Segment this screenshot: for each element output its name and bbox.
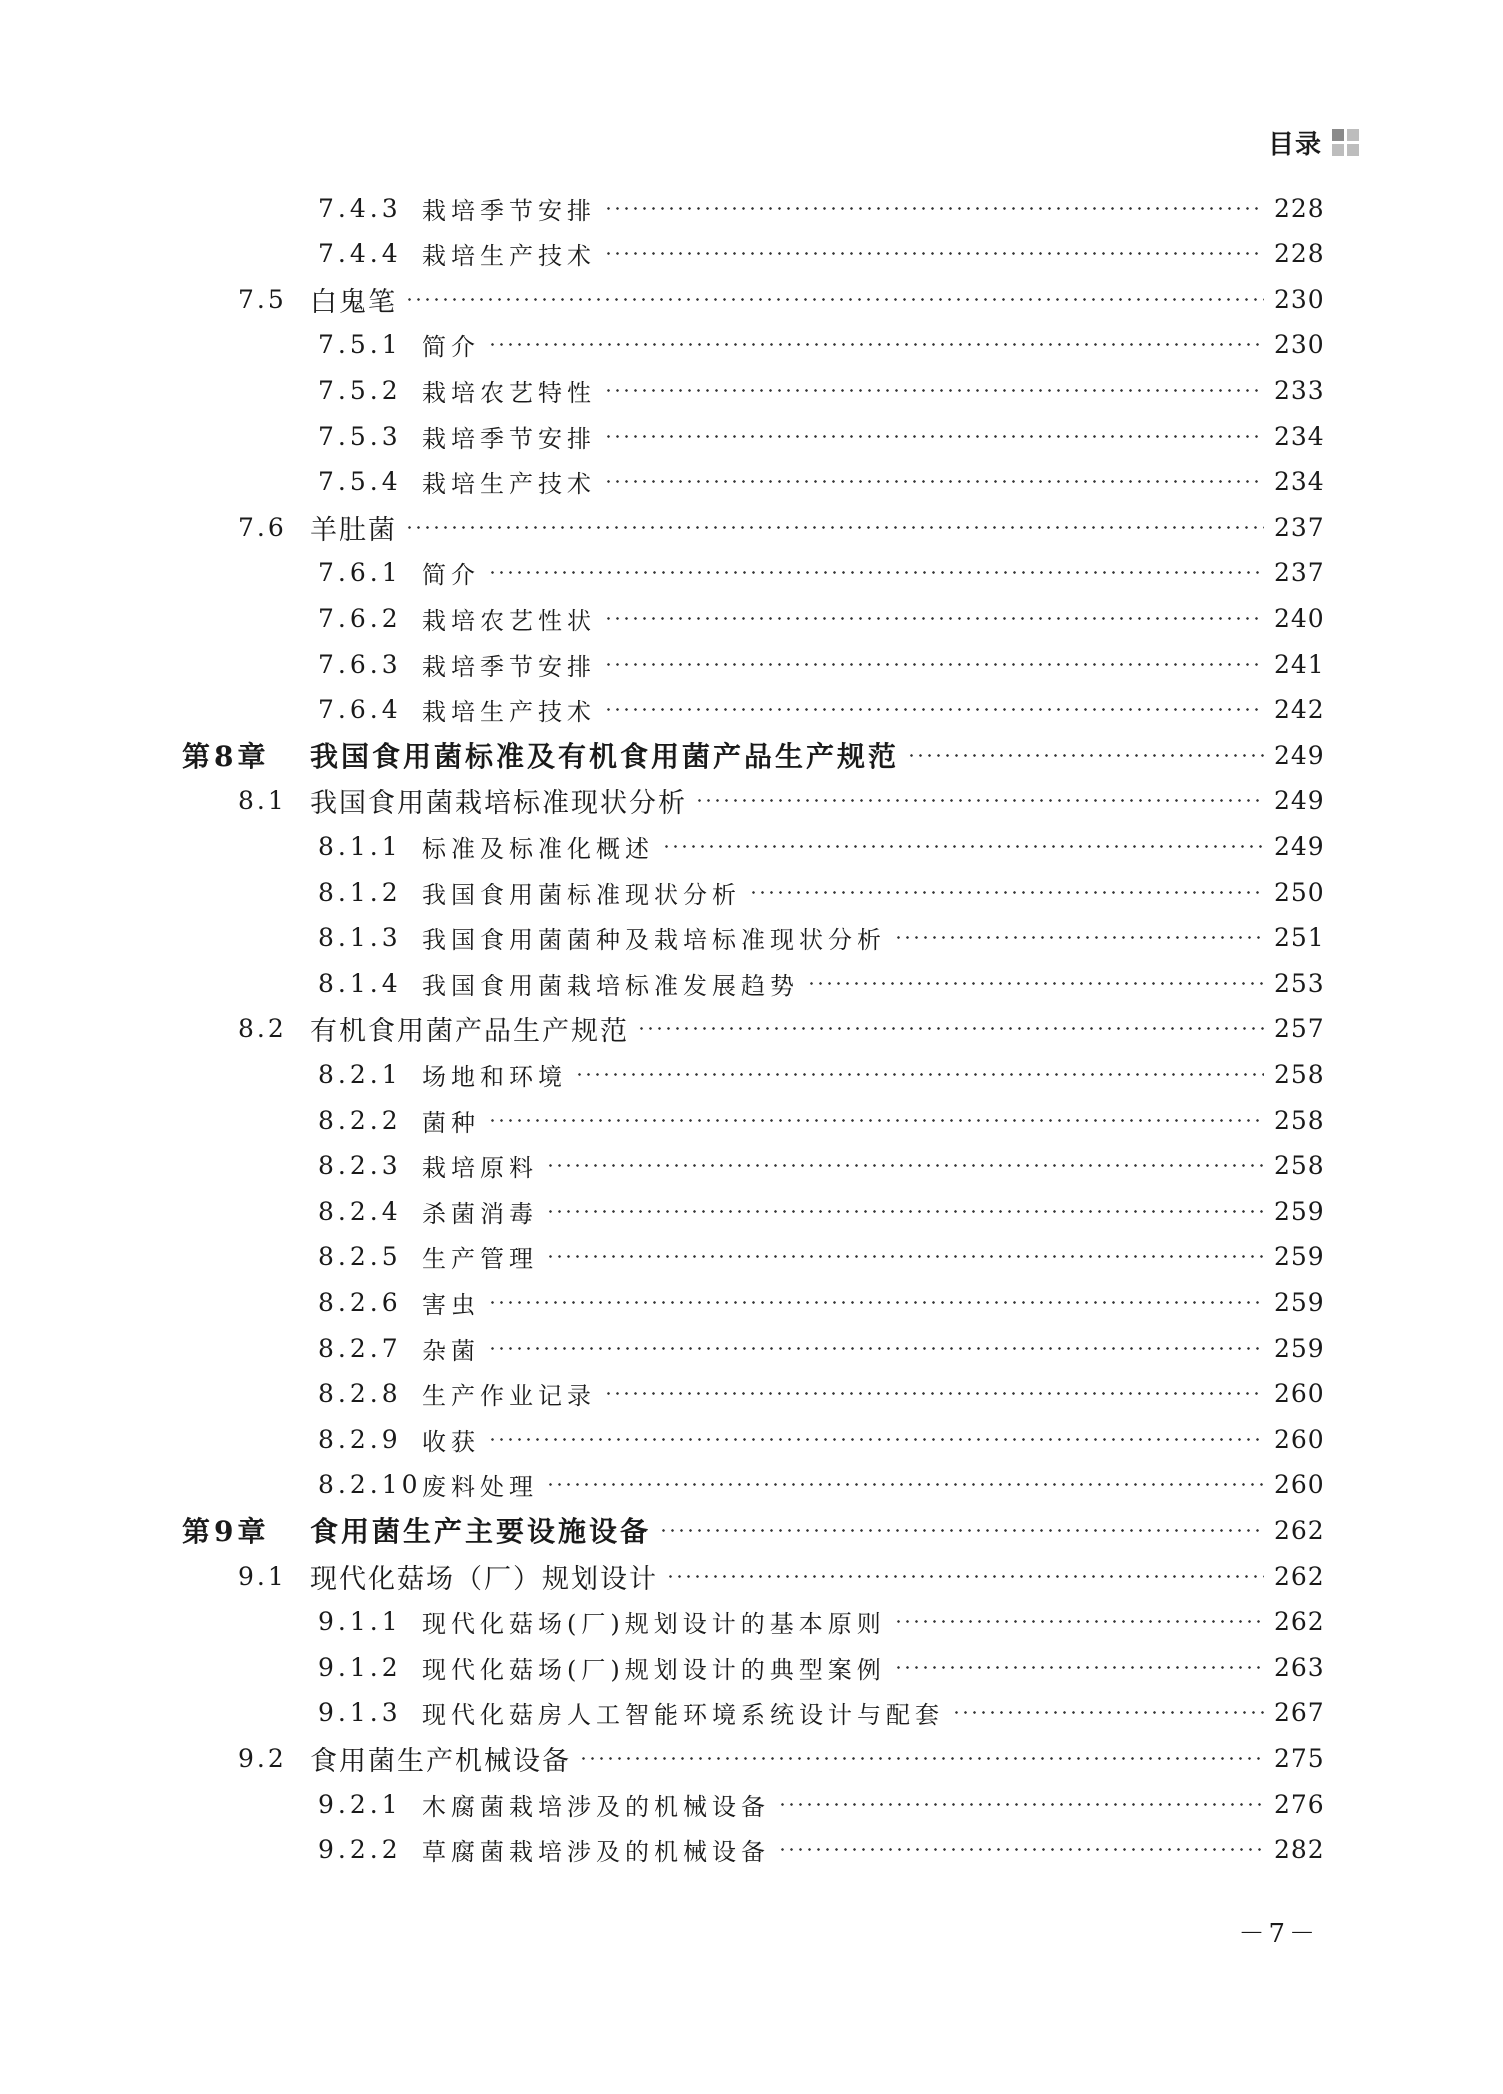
- toc-entry-title: 有机食用菌产品生产规范: [310, 1016, 629, 1048]
- dot-leader: [666, 1575, 1264, 1578]
- toc-entry-number: 7.6: [238, 512, 287, 542]
- toc-entry-title: 栽培农艺性状: [422, 606, 596, 635]
- toc-entry-title: 栽培生产技术: [422, 242, 596, 271]
- toc-entry-number: 7.6.1: [318, 558, 402, 588]
- dot-leader: [488, 1347, 1264, 1350]
- toc-entry-sub[interactable]: [0, 462, 1325, 502]
- toc-entry-number: 8.2.3: [318, 1151, 402, 1181]
- toc-entry-chapter[interactable]: [0, 735, 1325, 775]
- toc-entry-sub[interactable]: [0, 1191, 1325, 1231]
- toc-entry-title: 现代化菇场(厂)规划设计的典型案例: [422, 1655, 886, 1684]
- toc-entry-title: 废料处理: [422, 1473, 538, 1502]
- dot-leader: [778, 1803, 1264, 1806]
- toc-entry-sub[interactable]: [0, 1282, 1325, 1322]
- toc-entry-sub[interactable]: [0, 1830, 1325, 1870]
- dot-leader: [405, 526, 1264, 529]
- toc-entry-number: 7.5.3: [318, 421, 402, 451]
- toc-entry-page: 262: [1274, 1515, 1325, 1545]
- toc-entry-sub[interactable]: [0, 872, 1325, 912]
- toc-entry-page: 262: [1274, 1561, 1325, 1591]
- toc-entry-title: 杀菌消毒: [422, 1199, 538, 1228]
- toc-entry-number: 8.1.2: [318, 877, 402, 907]
- toc-entry-title: 羊肚菌: [310, 514, 397, 546]
- toc-entry-page: 228: [1274, 193, 1325, 223]
- toc-entry-page: 242: [1274, 695, 1325, 725]
- dot-leader: [807, 982, 1264, 985]
- toc-entry-title: 害虫: [422, 1290, 480, 1319]
- toc-entry-title: 现代化菇房人工智能环境系统设计与配套: [422, 1701, 944, 1730]
- toc-entry-number: 7.5.4: [318, 467, 402, 497]
- toc-entry-title: 草腐菌栽培涉及的机械设备: [422, 1838, 770, 1867]
- toc-entry-title: 生产作业记录: [422, 1382, 596, 1411]
- toc-entry-title: 食用菌生产主要设施设备: [310, 1515, 652, 1549]
- toc-entry-number: 8.1.1: [318, 831, 402, 861]
- toc-entry-number: 7.4.3: [318, 193, 402, 223]
- toc-entry-number: 第8章: [182, 740, 270, 774]
- toc-entry-title: 场地和环境: [422, 1062, 567, 1091]
- toc-entry-number: 9.1: [238, 1561, 287, 1591]
- toc-entry-section[interactable]: [0, 1556, 1325, 1596]
- toc-entry-page: 237: [1274, 558, 1325, 588]
- toc-entry-title: 收获: [422, 1427, 480, 1456]
- toc-entry-number: 8.2.2: [318, 1105, 402, 1135]
- toc-entry-number: 7.5.2: [318, 375, 402, 405]
- header-title: 目录: [1267, 130, 1322, 160]
- toc-entry-title: 栽培季节安排: [422, 652, 596, 681]
- toc-entry-sub[interactable]: [0, 690, 1325, 730]
- toc-entry-page: 260: [1274, 1379, 1325, 1409]
- toc-entry-page: 259: [1274, 1196, 1325, 1226]
- toc-entry-title: 食用菌生产机械设备: [310, 1745, 571, 1777]
- toc-entry-number: 9.1.1: [318, 1607, 402, 1637]
- toc-entry-number: 8.2: [238, 1014, 287, 1044]
- toc-entry-page: 257: [1274, 1014, 1325, 1044]
- toc-entry-number: 8.2.6: [318, 1287, 402, 1317]
- toc-entry-number: 7.5.1: [318, 330, 402, 360]
- toc-entry-title: 栽培生产技术: [422, 470, 596, 499]
- dot-leader: [546, 1164, 1264, 1167]
- toc-entry-number: 8.2.4: [318, 1196, 402, 1226]
- toc-entry-title: 我国食用菌标准现状分析: [422, 880, 741, 909]
- dot-leader: [604, 1392, 1264, 1395]
- toc-entry-sub[interactable]: [0, 1602, 1325, 1642]
- dot-leader: [637, 1027, 1264, 1030]
- toc-entry-sub[interactable]: [0, 188, 1325, 228]
- toc-entry-title: 栽培季节安排: [422, 196, 596, 225]
- toc-entry-number: 第9章: [182, 1515, 270, 1549]
- toc-entry-sub[interactable]: [0, 553, 1325, 593]
- toc-entry-page: 258: [1274, 1059, 1325, 1089]
- dot-leader: [488, 571, 1264, 574]
- dot-leader: [749, 891, 1264, 894]
- toc-entry-number: 9.1.2: [318, 1652, 402, 1682]
- toc-entry-page: 267: [1274, 1698, 1325, 1728]
- toc-entry-number: 7.6.2: [318, 603, 402, 633]
- dot-leader: [604, 435, 1264, 438]
- toc-entry-page: 282: [1274, 1835, 1325, 1865]
- squares-icon: [1332, 129, 1359, 156]
- dot-leader: [952, 1711, 1264, 1714]
- toc-entry-title: 简介: [422, 333, 480, 362]
- toc-entry-page: 241: [1274, 649, 1325, 679]
- dot-leader: [662, 845, 1264, 848]
- toc-entry-page: 263: [1274, 1652, 1325, 1682]
- toc-entry-sub[interactable]: [0, 598, 1325, 638]
- toc-entry-number: 8.2.10: [318, 1470, 422, 1500]
- toc-entry-number: 9.2: [238, 1743, 287, 1773]
- dot-leader: [405, 298, 1264, 301]
- toc-entry-sub[interactable]: [0, 1054, 1325, 1094]
- toc-entry-title: 我国食用菌菌种及栽培标准现状分析: [422, 926, 886, 955]
- toc-entry-title: 我国食用菌标准及有机食用菌产品生产规范: [310, 740, 900, 774]
- toc-entry-page: 249: [1274, 786, 1325, 816]
- dot-leader: [778, 1848, 1264, 1851]
- dot-leader: [488, 1301, 1264, 1304]
- toc-entry-page: 230: [1274, 284, 1325, 314]
- toc-entry-title: 标准及标准化概述: [422, 834, 654, 863]
- dot-leader: [604, 663, 1264, 666]
- toc-entry-sub[interactable]: [0, 1419, 1325, 1459]
- toc-entry-page: 228: [1274, 239, 1325, 269]
- toc-entry-sub[interactable]: [0, 1374, 1325, 1414]
- toc-entry-number: 7.6.4: [318, 695, 402, 725]
- toc-entry-number: 8.2.8: [318, 1379, 402, 1409]
- dot-leader: [604, 708, 1264, 711]
- toc-entry-number: 9.2.2: [318, 1835, 402, 1865]
- toc-entry-title: 栽培生产技术: [422, 698, 596, 727]
- dot-leader: [695, 799, 1264, 802]
- dot-leader: [546, 1255, 1264, 1258]
- dot-leader: [659, 1529, 1264, 1532]
- toc-entry-number: 8.2.5: [318, 1242, 402, 1272]
- toc-entry-page: 230: [1274, 330, 1325, 360]
- toc-entry-page: 262: [1274, 1607, 1325, 1637]
- toc-entry-title: 栽培农艺特性: [422, 378, 596, 407]
- dot-leader: [604, 389, 1264, 392]
- toc-entry-chapter[interactable]: [0, 1510, 1325, 1550]
- toc-entry-title: 现代化菇场（厂）规划设计: [310, 1563, 658, 1595]
- toc-entry-page: 250: [1274, 877, 1325, 907]
- toc-entry-number: 8.2.1: [318, 1059, 402, 1089]
- toc-entry-title: 栽培原料: [422, 1154, 538, 1183]
- toc-entry-section[interactable]: [0, 781, 1325, 821]
- toc-entry-number: 7.6.3: [318, 649, 402, 679]
- toc-entry-page: 258: [1274, 1151, 1325, 1181]
- dot-leader: [575, 1073, 1264, 1076]
- toc-entry-page: 240: [1274, 603, 1325, 633]
- dot-leader: [604, 480, 1264, 483]
- toc-entry-sub[interactable]: [0, 325, 1325, 365]
- toc-entry-page: 259: [1274, 1242, 1325, 1272]
- toc-entry-number: 8.1: [238, 786, 287, 816]
- toc-entry-sub[interactable]: [0, 918, 1325, 958]
- dot-leader: [604, 617, 1264, 620]
- toc-entry-page: 259: [1274, 1333, 1325, 1363]
- dot-leader: [579, 1757, 1264, 1760]
- toc-entry-page: 276: [1274, 1789, 1325, 1819]
- dot-leader: [894, 936, 1264, 939]
- page-number: －7－: [1238, 1919, 1319, 1949]
- toc-entry-title: 栽培季节安排: [422, 424, 596, 453]
- dot-leader: [488, 1438, 1264, 1441]
- toc-entry-section[interactable]: [0, 279, 1325, 319]
- toc-entry-sub[interactable]: [0, 1146, 1325, 1186]
- toc-entry-sub[interactable]: [0, 1328, 1325, 1368]
- toc-entry-sub[interactable]: [0, 1693, 1325, 1733]
- dot-leader: [546, 1210, 1264, 1213]
- toc-entry-title: 简介: [422, 561, 480, 590]
- toc-entry-section[interactable]: [0, 1738, 1325, 1778]
- toc-entry-sub[interactable]: [0, 370, 1325, 410]
- toc-entry-number: 9.1.3: [318, 1698, 402, 1728]
- dot-leader: [488, 1119, 1264, 1122]
- toc-entry-page: 253: [1274, 968, 1325, 998]
- toc-entry-page: 237: [1274, 512, 1325, 542]
- toc-entry-title: 杂菌: [422, 1336, 480, 1365]
- toc-entry-number: 9.2.1: [318, 1789, 402, 1819]
- dot-leader: [488, 343, 1264, 346]
- toc-entry-section[interactable]: [0, 507, 1325, 547]
- toc-entry-title: 我国食用菌栽培标准现状分析: [310, 788, 687, 820]
- running-header: [1268, 124, 1359, 161]
- toc-entry-title: 木腐菌栽培涉及的机械设备: [422, 1792, 770, 1821]
- toc-entry-title: 白鬼笔: [310, 286, 397, 318]
- dot-leader: [907, 754, 1264, 757]
- toc-entry-page: 249: [1274, 831, 1325, 861]
- toc-entry-page: 259: [1274, 1287, 1325, 1317]
- toc-entry-sub[interactable]: [0, 1100, 1325, 1140]
- toc-entry-number: 8.1.4: [318, 968, 402, 998]
- toc-entry-page: 260: [1274, 1470, 1325, 1500]
- toc-entry-page: 258: [1274, 1105, 1325, 1135]
- toc-entry-page: 249: [1274, 740, 1325, 770]
- toc-entry-section[interactable]: [0, 1009, 1325, 1049]
- toc-entry-title: 我国食用菌栽培标准发展趋势: [422, 971, 799, 1000]
- dot-leader: [604, 252, 1264, 255]
- dot-leader: [604, 207, 1264, 210]
- toc-entry-sub[interactable]: [0, 1784, 1325, 1824]
- toc-entry-sub[interactable]: [0, 1465, 1325, 1505]
- toc-entry-page: 234: [1274, 421, 1325, 451]
- toc-entry-sub[interactable]: [0, 1237, 1325, 1277]
- toc-entry-number: 7.4.4: [318, 239, 402, 269]
- toc-entry-title: 菌种: [422, 1108, 480, 1137]
- toc-entry-number: 8.2.7: [318, 1333, 402, 1363]
- toc-entry-page: 251: [1274, 923, 1325, 953]
- toc-entry-sub[interactable]: [0, 963, 1325, 1003]
- toc-entry-page: 233: [1274, 375, 1325, 405]
- toc-entry-title: 现代化菇场(厂)规划设计的基本原则: [422, 1610, 886, 1639]
- toc-entry-page: 234: [1274, 467, 1325, 497]
- toc-entry-page: 260: [1274, 1424, 1325, 1454]
- toc-entry-sub[interactable]: [0, 826, 1325, 866]
- toc-entry-title: 生产管理: [422, 1245, 538, 1274]
- dot-leader: [894, 1666, 1264, 1669]
- toc-entry-sub[interactable]: [0, 416, 1325, 456]
- toc-entry-sub[interactable]: [0, 234, 1325, 274]
- toc-entry-number: 7.5: [238, 284, 287, 314]
- toc-entry-number: 8.2.9: [318, 1424, 402, 1454]
- dot-leader: [546, 1483, 1264, 1486]
- toc-entry-number: 8.1.3: [318, 923, 402, 953]
- toc-entry-sub[interactable]: [0, 644, 1325, 684]
- dot-leader: [894, 1620, 1264, 1623]
- toc-entry-sub[interactable]: [0, 1647, 1325, 1687]
- toc-entry-page: 275: [1274, 1743, 1325, 1773]
